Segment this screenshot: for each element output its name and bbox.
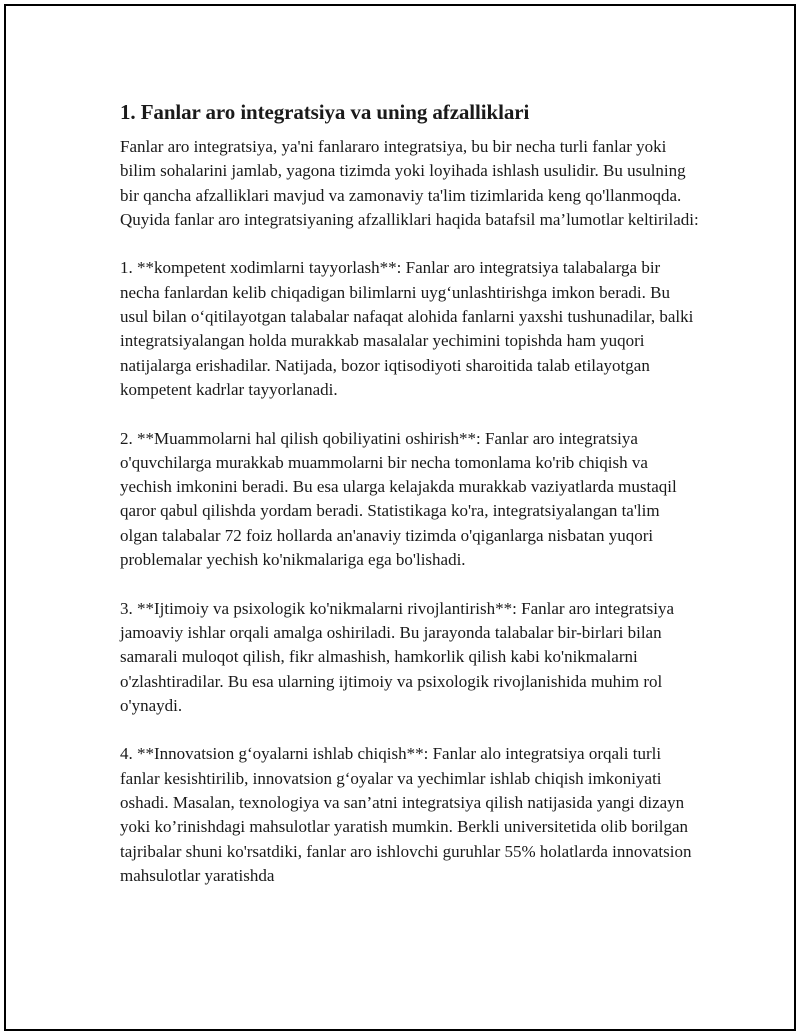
document-body bbox=[120, 98, 700, 913]
point-2-paragraph: 2. **Muammolarni hal qilish qobiliyatini oshirish**: Fanlar aro integratsiya o'quvchilarga murakkab muammolarni bir necha tomonlama ko'rib chiqish va yechish imkonini beradi. Bu esa ularga kelajakda murakkab vaziyatlarda mustaqil qaror qabul qilishda yordam beradi. Statistikaga ko'ra, integratsiyalangan ta'lim olgan talabalar 72 foiz hollarda an'anaviy tizimda o'qiganlarga nisbatan yuqori problemalar yechish ko'nikmalariga ega bo'lishadi. bbox=[120, 428, 677, 570]
intro-paragraph: Fanlar aro integratsiya, ya'ni fanlararo integratsiya, bu bir necha turli fanlar yoki bilim sohalarini jamlab, yagona tizimda yoki loyihada ishlash usulidir. Bu usulning bir qancha afzalliklari mavjud va zamonaviy ta'lim tizimlarida keng qo'llanmoqda. Quyida fanlar aro integratsiyaning afzalliklari haqida batafsil ma’lumotlar keltiriladi: bbox=[120, 137, 699, 229]
point-3-paragraph: 3. **Ijtimoiy va psixologik ko'nikmalarni rivojlantirish**: Fanlar aro integratsiya jamoaviy ishlar orqali amalga oshiriladi. Bu jarayonda talabalar bir-birlari bilan samarali muloqot qilish, fikr almashish, hamkorlik qilish kabi ko'nikmalarni o'zlashtiradilar. Bu esa ularning ijtimoiy va psixologik rivojlanishida muhim rol o'ynaydi. bbox=[120, 598, 675, 715]
page-frame bbox=[4, 4, 796, 1031]
point-4-paragraph: 4. **Innovatsion g‘oyalarni ishlab chiqish**: Fanlar alo integratsiya orqali turli fanlar kesishtirilib, innovatsion g‘oyalar va yechimlar ishlab chiqish imkoniyati oshadi. Masalan, texnologiya va san’atni integratsiya qilish natijasida yangi dizayn yoki ko’rinishdagi mahsulotlar yaratish mumkin. Berkli universitetida olib borilgan tajribalar shuni ko'rsatdiki, fanlar aro ishlovchi guruhlar 55% holatlarda innovatsion mahsulotlar yaratishda bbox=[120, 744, 692, 885]
point-1-paragraph: 1. **kompetent xodimlarni tayyorlash**: Fanlar aro integratsiya talabalarga bir necha fanlardan kelib chiqadigan bilimlarni uyg‘unlashtirishga imkon beradi. Bu usul bilan o‘qitilayotgan talabalar nafaqat alohida fanlarni yaxshi tushunadilar, balki integratsiyalangan holda murakkab masalalar yechimini topishda ham yuqori natijalarga erishadilar. Natijada, bozor iqtisodiyoti sharoitida talab etilayotgan kompetent kadrlar tayyorlanadi. bbox=[120, 258, 694, 399]
section-title: 1. Fanlar aro integratsiya va uning afzalliklari bbox=[120, 100, 530, 124]
